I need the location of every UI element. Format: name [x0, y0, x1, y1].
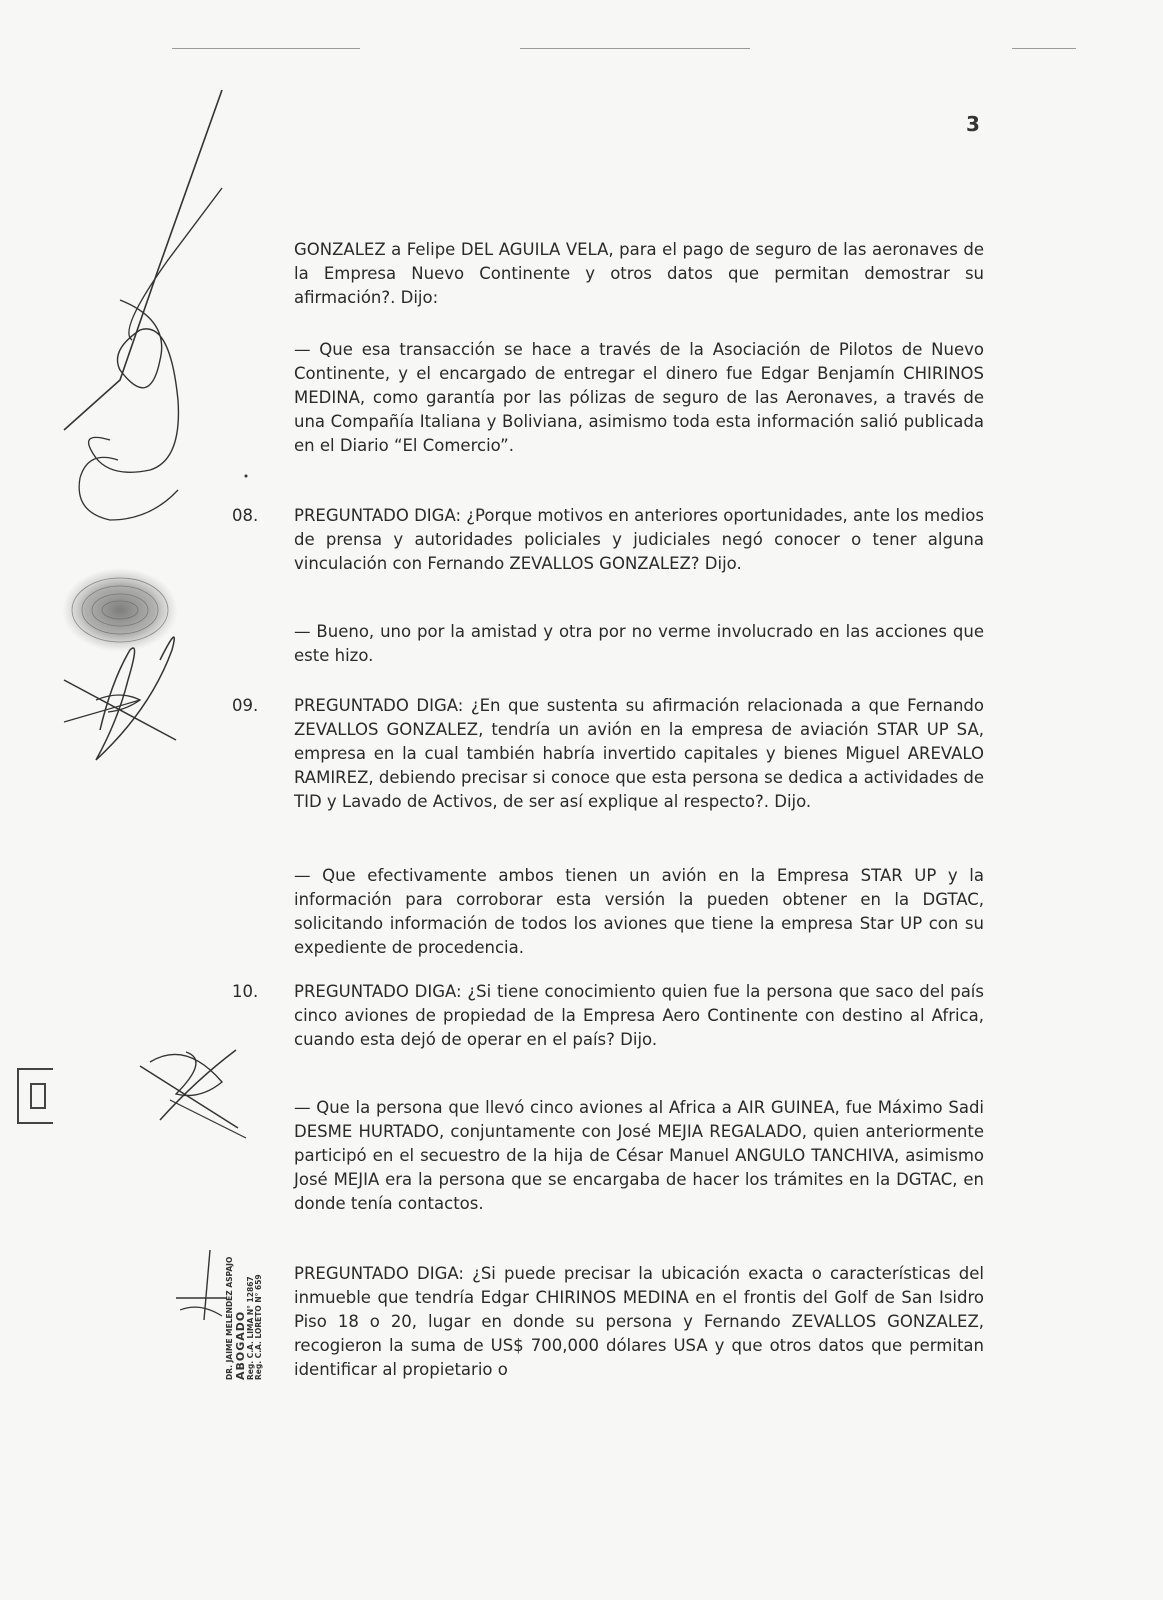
fingerprint-image — [62, 568, 178, 652]
top-rule — [520, 48, 750, 49]
question-09: PREGUNTADO DIGA: ¿En que sustenta su afirmación relacionada a que Fernando ZEVALLOS GONZALEZ, tendría un avión en la empresa de aviación STAR UP SA, empresa en la cual también habría invertido capitales y bienes Miguel AREVALO RAMIREZ, debiendo precisar si conoce que esta persona se dedica a actividades de TID y Lavado de Activos, de ser así explique al respecto?. Dijo. — [294, 696, 984, 811]
stamp-registration-lima: Reg. C.A. LIMA N° 12867 — [245, 1276, 255, 1380]
stamp-name: DR. JAIME MELENDEZ ASPAJO — [225, 1256, 234, 1380]
signature-stroke — [64, 90, 222, 430]
question-10: PREGUNTADO DIGA: ¿Si tiene conocimiento quien fue la persona que saco del país cinco aviones de propiedad de la Empresa Aero Continente con destino al Africa, cuando esta dejó de operar en el país? Dijo. — [294, 982, 984, 1049]
stamp-title: ABOGADO — [233, 1310, 247, 1380]
margin-box — [30, 1083, 46, 1109]
question-08: PREGUNTADO DIGA: ¿Porque motivos en anteriores oportunidades, ante los medios de prensa y autoridades policiales y judiciales negó conocer o tener alguna vinculación con Fernando ZEVALLOS GONZALEZ? Dijo. — [294, 506, 984, 573]
page-number: 3 — [966, 112, 980, 136]
answer-10: — Que la persona que llevó cinco aviones al Africa a AIR GUINEA, fue Máximo Sadi DESME HURTADO, conjuntamente con José MEJIA REGALADO, quien anteriormente participó en el secuestro de la hija de César Manuel ANGULO TANCHIVA, asimismo José MEJIA era la persona que se encargaba de hacer los trámites en la DGTAC, en donde tenía contactos. — [294, 1098, 984, 1213]
question-number: 09. — [232, 696, 259, 715]
lawyer-stamp — [226, 1240, 266, 1380]
answer-08: — Bueno, uno por la amistad y otra por no verme involucrado en las acciones que este hizo. — [294, 622, 984, 665]
stamp-registration-loreto: Reg. C.A. LORETO N° 659 — [254, 1274, 263, 1380]
answer-09: — Que efectivamente ambos tienen un avión en la Empresa STAR UP y la información para corroborar esta versión la pueden obtener en la DGTAC, solicitando información de todos los aviones que tiene la empresa Star UP con su expediente de procedencia. — [294, 866, 984, 957]
question-number: 10. — [232, 982, 259, 1001]
question-number: 08. — [232, 506, 259, 525]
answer-paragraph: — Que esa transacción se hace a través de la Asociación de Pilotos de Nuevo Continente, y el encargado de entregar el dinero fue Edgar Benjamín CHIRINOS MEDINA, como garantía por las pólizas de seguro de las Aeronaves, a través de una Compañía Italiana y Boliviana, asimismo toda esta información salió publicada en el Diario “El Comercio”. — [294, 340, 984, 455]
top-rule — [1012, 48, 1076, 49]
paragraph-continuation: GONZALEZ a Felipe DEL AGUILA VELA, para el pago de seguro de las aeronaves de la Empresa Nuevo Continente y otros datos que permitan demostrar su afirmación?. Dijo: — [294, 240, 984, 307]
question-11: PREGUNTADO DIGA: ¿Si puede precisar la ubicación exacta o características del inmueble que tendría Edgar CHIRINOS MEDINA en el frontis del Golf de San Isidro Piso 18 o 20, lugar en donde su persona y Fernando ZEVALLOS GONZALEZ, recogieron la suma de US$ 700,000 dólares USA y que otros datos que permitan identificar al propietario o — [294, 1264, 984, 1379]
